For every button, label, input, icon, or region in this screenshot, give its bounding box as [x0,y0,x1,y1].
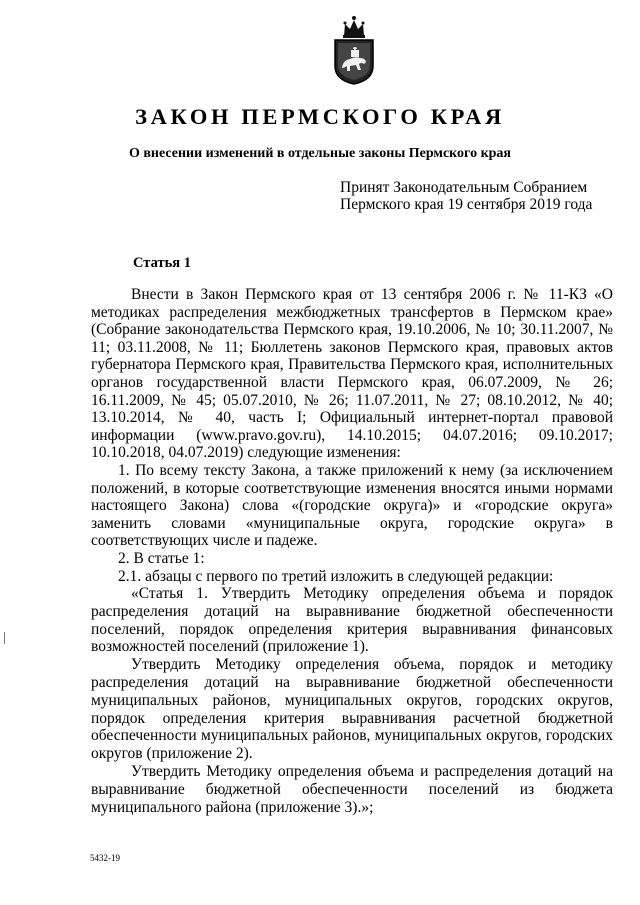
document-number: 5432-19 [90,853,120,863]
paragraph: 2.1. абзацы с первого по третий изложить в следующей редакции: [118,567,554,585]
paragraph: Внести в Закон Пермского края от 13 сентября 2006 г. № 11-КЗ «О методиках распределения межбюджетных трансфертов в Пермском крае» (Собрание законодательства Пермского края, 19.10.2006, № 10; 30.11.2007, № 11; 03.11.2008, № 11; Бюллетень законов Пермского края, правовых актов губернатора Пермского края, Правительства Пермского края, исполнительных органов государственной власти Пермского края, 06.07.2009, № 26; 16.11.2009, № 45; 05.07.2010, № 26; 11.07.2011, № 27; 08.10.2012, № 40; 13.10.2014, № 40, часть I; Официальный интернет-портал правовой информации (www.pravo.gov.ru), 14.10.2015; 04.07.2016; 09.10.2017; 10.10.2018, 04.07.2019) следующие изменения: [91,286,613,462]
paragraph: Утвердить Методику определения объема и распределения дотаций на выравнивание бюджетной обеспеченности поселений из бюджета муниципального района (приложение 3).»; [91,763,613,816]
adoption-note-line-2: Пермского края 19 сентября 2019 года [340,195,593,213]
adoption-note [340,180,600,213]
law-subtitle: О внесении изменений в отдельные законы Пермского края [128,146,511,161]
margin-mark [4,632,5,644]
paragraph: 1. По всему тексту Закона, а также приложений к нему (за исключением положений, в которые соответствующие изменения вносятся иными нормами настоящего Закона) слова «(городские округа)» и «городские округа» заменить словами «муниципальные округа, городские округа» в соответствующих числе и падеже. [91,461,613,550]
article-body [91,286,613,816]
law-title: ЗАКОН ПЕРМСКОГО КРАЯ [135,104,505,129]
article-heading: Статья 1 [133,255,191,271]
coat-of-arms-emblem [331,14,377,86]
paragraph: «Статья 1. Утвердить Методику определения объема и порядок распределения дотаций на выравнивание бюджетной обеспеченности поселений, порядок определения критерия выравнивания финансовых возможностей поселений (приложение 1). [91,585,613,656]
adoption-note-line-1: Принят Законодательным Собранием [340,179,588,196]
paragraph: 2. В статье 1: [118,549,205,567]
paragraph: Утвердить Методику определения объема, порядок и методику распределения дотаций на выравнивание бюджетной обеспеченности муниципальных районов, муниципальных округов, городских округов, порядок определения критерия выравнивания расчетной бюджетной обеспеченности муниципальных районов, муниципальных округов, городских округов (приложение 2). [91,656,613,763]
